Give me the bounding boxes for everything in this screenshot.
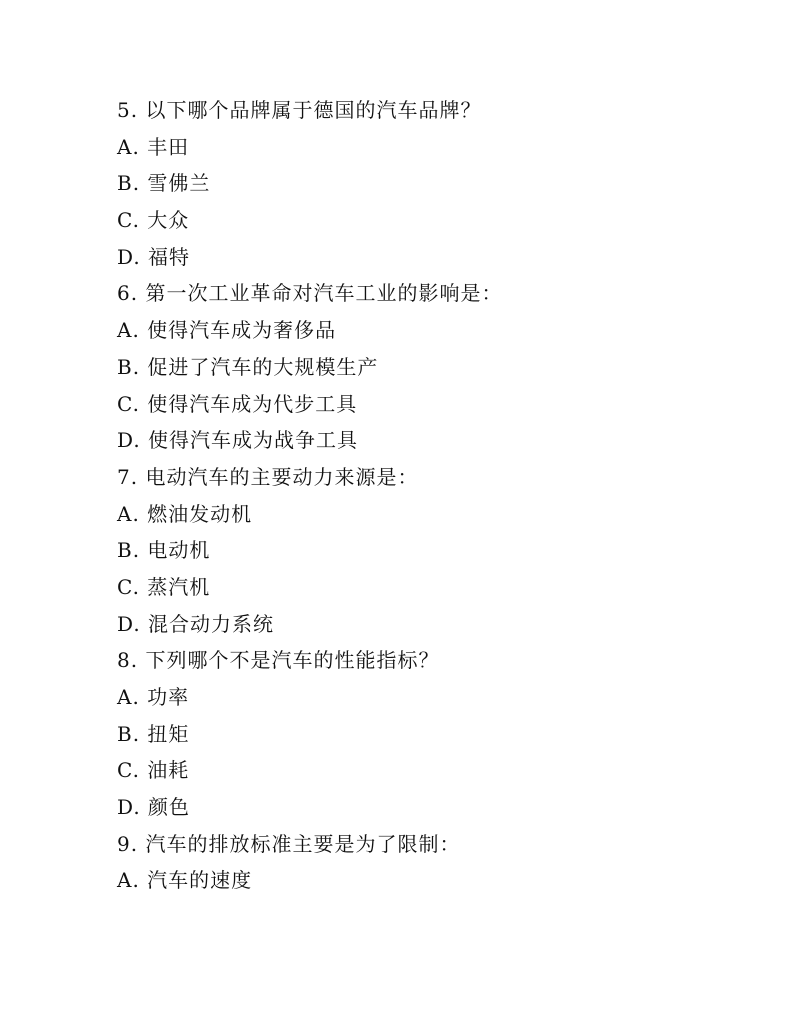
question-5-option-a: A. 丰田 — [117, 134, 190, 159]
question-7-text: 7. 电动汽车的主要动力来源是： — [117, 464, 419, 489]
question-6-option-d: D. 使得汽车成为战争工具 — [117, 428, 359, 453]
question-6-option-c: C. 使得汽车成为代步工具 — [117, 391, 358, 416]
question-5-option-d: D. 福特 — [117, 244, 191, 269]
question-list — [117, 92, 737, 899]
question-5-option-b: B. 雪佛兰 — [117, 171, 211, 196]
question-8-option-b: B. 扭矩 — [117, 721, 190, 746]
question-9-option-a: A. 汽车的速度 — [117, 868, 253, 893]
question-6-option-b: B. 促进了汽车的大规模生产 — [117, 354, 379, 379]
question-5-option-c: C. 大众 — [117, 208, 190, 233]
question-5-text: 5. 以下哪个品牌属于德国的汽车品牌？ — [117, 98, 482, 122]
question-9-text: 9. 汽车的排放标准主要是为了限制： — [117, 831, 461, 856]
question-6-text: 6. 第一次工业革命对汽车工业的影响是： — [117, 281, 503, 306]
question-8-option-d: D. 颜色 — [117, 795, 191, 820]
question-7-option-b: B. 电动机 — [117, 538, 211, 563]
question-7-option-a: A. 燃油发动机 — [117, 501, 253, 526]
question-8-option-a: A. 功率 — [117, 685, 190, 709]
question-7-option-d: D. 混合动力系统 — [117, 611, 275, 636]
question-7-option-c: C. 蒸汽机 — [117, 574, 211, 599]
question-8-option-c: C. 油耗 — [117, 758, 190, 783]
question-8-text: 8. 下列哪个不是汽车的性能指标？ — [117, 648, 440, 673]
question-6-option-a: A. 使得汽车成为奢侈品 — [117, 318, 337, 343]
